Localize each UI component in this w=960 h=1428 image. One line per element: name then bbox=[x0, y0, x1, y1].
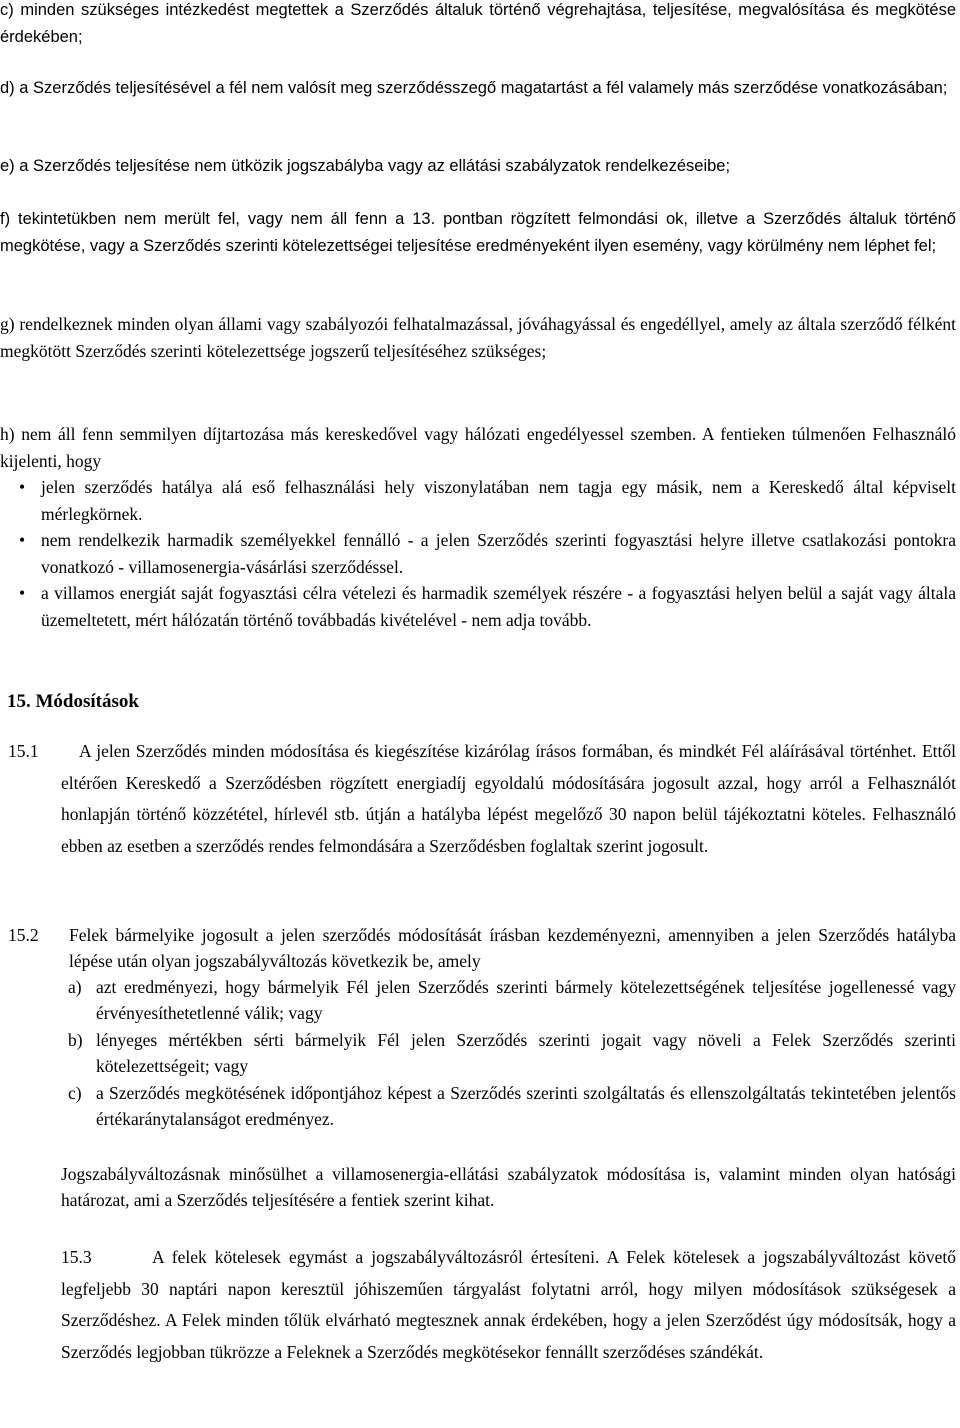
bullet-icon: • bbox=[19, 583, 26, 603]
subitem bbox=[68, 1027, 956, 1079]
subitem-label: a) bbox=[68, 977, 82, 997]
bullet-icon: • bbox=[19, 477, 26, 497]
clause-15-1-text: A jelen Szerződés minden módosítása és kiegészítése kizárólag írásos formában, és mindkét Fél aláírásával történhet. Ettől eltérően Kereskedő a Szerződésben rögzített energiadíj egyoldalú módosítására jogosult azzal, hogy arról a Felhasználót honlapján történő közzététel, hírlevél stb. útján a hatályba lépést megelőző 30 napon belül tájékoztatni köteles. Felhasználó ebben az esetben a szerződés rendes felmondására a Szerződésben foglaltak szerint jogosult. bbox=[61, 741, 956, 856]
bullet-icon: • bbox=[19, 530, 26, 550]
clause-number: 15.2 bbox=[8, 925, 39, 945]
item-e: e) a Szerződés teljesítése nem ütközik jogszabályba vagy az ellátási szabályzatok rendelkezéseibe; bbox=[0, 157, 731, 175]
subitem-text: lényeges mértékben sérti bármelyik Fél jelen Szerződés szerinti jogait vagy növeli a Felek Szerződés szerinti kötelezettségeit; vagy bbox=[96, 1030, 956, 1076]
item-g: g) rendelkeznek minden olyan állami vagy szabályozói felhatalmazással, jóváhagyással és engedéllyel, amely az általa szerződő félként megkötött Szerződés szerinti kötelezettsége jogszerű teljesítéséhez szükséges; bbox=[0, 314, 956, 361]
item-c: c) minden szükséges intézkedést megtettek a Szerződés általuk történő végrehajtása, teljesítése, megvalósítása és megkötése érdekében; bbox=[0, 1, 956, 46]
bullet-item bbox=[19, 474, 956, 528]
clause-15-3-text: A felek kötelesek egymást a jogszabályváltozásról értesíteni. A Felek kötelesek a jogszabályváltozást követő legfeljebb 30 naptári napon keresztül jóhiszeműen tárgyalást folytatni arról, hogy milyen módosítások szükségesek a Szerződéshez. A Felek minden tőlük elvárható megtesznek annak érdekében, hogy a jelen Szerződést úgy módosítsák, hogy a Szerződés legjobban tükrözze a Feleknek a Szerződés megkötésekor fennállt szerződéses szándékát. bbox=[61, 1247, 956, 1362]
clause-number: 15.1 bbox=[8, 741, 39, 761]
subitem-label: c) bbox=[68, 1083, 82, 1103]
bullet-text: jelen szerződés hatálya alá eső felhasználási hely viszonylatában nem tagja egy másik, nem a Kereskedő által képviselt mérlegkörnek. bbox=[41, 477, 956, 524]
subitem bbox=[68, 974, 956, 1026]
bullet-text: nem rendelkezik harmadik személyekkel fennálló - a jelen Szerződés szerinti fogyasztási helyre illetve csatlakozási pontokra vonatkozó - villamosenergia-vásárlási szerződéssel. bbox=[41, 530, 956, 577]
bullet-item bbox=[19, 580, 956, 634]
clause-15-2-followup: Jogszabályváltozásnak minősülhet a villamosenergia-ellátási szabályzatok módosítása is, valamint minden olyan hatósági határozat, ami a Szerződés teljesítésére a fentiek szerint kihat. bbox=[61, 1164, 956, 1210]
clause-15-2-text: Felek bármelyike jogosult a jelen szerződés módosítását írásban kezdeményezni, amennyiben a jelen Szerződés hatályba lépése után olyan jogszabályváltozás következik be, amely bbox=[69, 925, 956, 971]
clause-number: 15.3 bbox=[61, 1247, 92, 1267]
subitem bbox=[68, 1080, 956, 1132]
item-d: d) a Szerződés teljesítésével a fél nem valósít meg szerződésszegő magatartást a fél valamely más szerződése vonatkozásában; bbox=[0, 79, 948, 97]
item-h: h) nem áll fenn semmilyen díjtartozása más kereskedővel vagy hálózati engedélyessel szemben. A fentieken túlmenően Felhasználó kijelenti, hogy bbox=[0, 424, 956, 471]
subitem-text: azt eredményezi, hogy bármelyik Fél jelen Szerződés szerinti bármely kötelezettségének teljesítése jogellenessé vagy érvényesíthetetlenné válik; vagy bbox=[96, 977, 956, 1023]
section-heading: 15. Módosítások bbox=[7, 691, 139, 712]
bullet-item bbox=[19, 527, 956, 581]
subitem-text: a Szerződés megkötésének időpontjához képest a Szerződés szerinti szolgáltatás és ellenszolgáltatás tekintetében jelentős értékaránytalanságot eredményez. bbox=[96, 1083, 956, 1129]
bullet-text: a villamos energiát saját fogyasztási célra vételezi és harmadik személyek részére - a fogyasztási helyen belül a saját vagy általa üzemeltetett, mért hálózatán történő továbbadás kivételével - nem adja tovább. bbox=[41, 583, 956, 630]
item-f: f) tekintetükben nem merült fel, vagy nem áll fenn a 13. pontban rögzített felmondási ok, illetve a Szerződés általuk történő megkötése, vagy a Szerződés szerinti kötelezettségei teljesítése eredményeként ilyen esemény, vagy körülmény nem léphet fel; bbox=[0, 210, 956, 255]
subitem-label: b) bbox=[68, 1030, 83, 1050]
